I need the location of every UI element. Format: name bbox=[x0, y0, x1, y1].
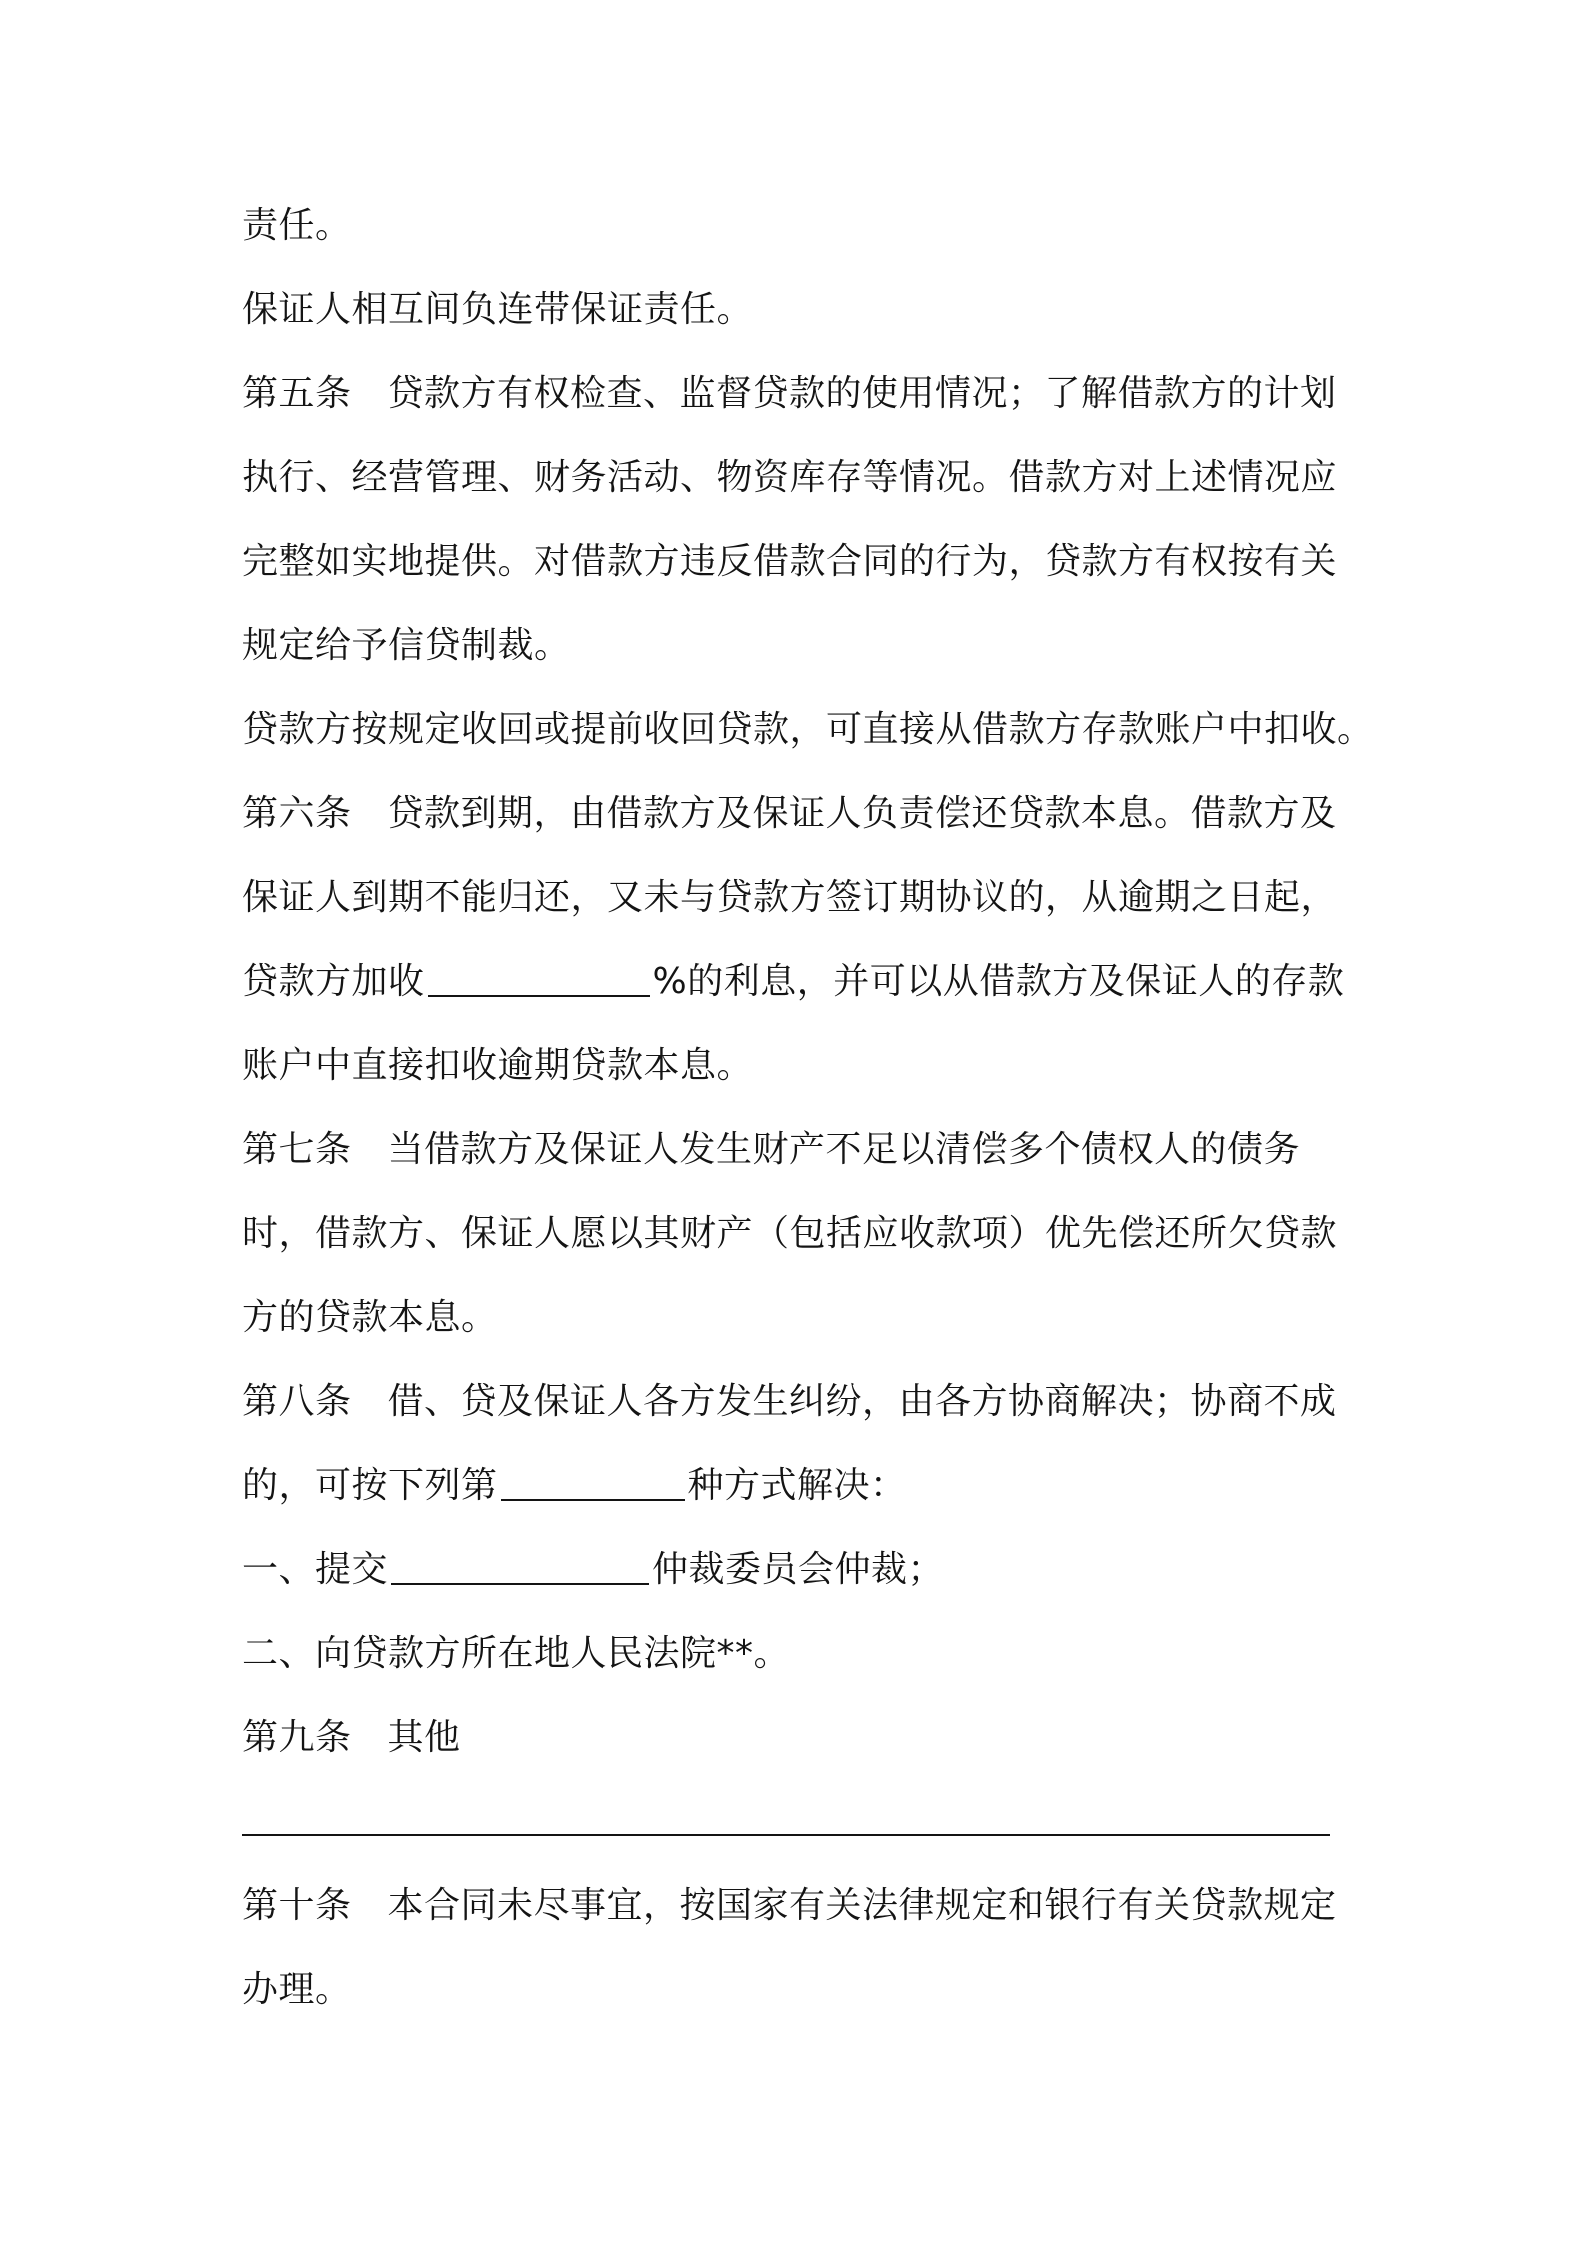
text-line bbox=[242, 204, 352, 248]
text-line bbox=[242, 540, 1337, 584]
line-text: 本合同未尽事宜，按国家有关法律规定和银行有关贷款规定 bbox=[387, 1885, 1337, 1926]
line-text: 办理。 bbox=[242, 1969, 352, 2010]
article-8-number: 第八条 bbox=[242, 1381, 352, 1422]
text-line bbox=[242, 1296, 498, 1340]
article-6-line bbox=[242, 792, 1337, 836]
line-text: 借、贷及保证人各方发生纠纷，由各方协商解决；协商不成 bbox=[387, 1381, 1337, 1422]
text-line bbox=[242, 456, 1337, 500]
interest-rate-blank bbox=[428, 961, 650, 997]
text-line bbox=[242, 1968, 352, 2012]
text-line bbox=[242, 1548, 944, 1592]
article-9-number: 第九条 bbox=[242, 1717, 352, 1758]
line-text: 贷款到期，由借款方及保证人负责偿还贷款本息。借款方及 bbox=[387, 793, 1337, 834]
line-text: 二、向贷款方所在地人民法院**。 bbox=[242, 1633, 791, 1674]
line-text: 贷款方有权检查、监督贷款的使用情况；了解借款方的计划 bbox=[387, 373, 1337, 414]
line-text: 规定给予信贷制裁。 bbox=[242, 625, 571, 666]
article-10-line bbox=[242, 1884, 1337, 1928]
text-line bbox=[242, 1212, 1337, 1256]
article-5-number: 第五条 bbox=[242, 373, 352, 414]
article-8-line bbox=[242, 1380, 1337, 1424]
line-text: 保证人相互间负连带保证责任。 bbox=[242, 289, 754, 330]
text-line bbox=[242, 876, 1337, 920]
article-6-number: 第六条 bbox=[242, 793, 352, 834]
line-text: 时，借款方、保证人愿以其财产（包括应收款项）优先偿还所欠贷款 bbox=[242, 1213, 1338, 1254]
text-line bbox=[242, 1632, 790, 1676]
arbitration-committee-blank bbox=[391, 1549, 649, 1585]
line-text: %的利息，并可以从借款方及保证人的存款 bbox=[652, 961, 1345, 1002]
text-line bbox=[242, 708, 1374, 752]
line-text: 一、提交 bbox=[242, 1549, 389, 1590]
article-7-number: 第七条 bbox=[242, 1129, 352, 1170]
text-line bbox=[242, 1044, 753, 1088]
line-text: 贷款方加收 bbox=[242, 961, 425, 1002]
line-text: 执行、经营管理、财务活动、物资库存等情况。借款方对上述情况应 bbox=[242, 457, 1338, 498]
text-line bbox=[242, 960, 1344, 1004]
line-text: 其他 bbox=[387, 1717, 461, 1758]
line-text: 完整如实地提供。对借款方违反借款合同的行为，贷款方有权按有关 bbox=[242, 541, 1338, 582]
article-9-line bbox=[242, 1716, 461, 1760]
line-text: 责任。 bbox=[242, 205, 352, 246]
line-text: 当借款方及保证人发生财产不足以清偿多个债权人的债务 bbox=[387, 1129, 1301, 1170]
text-line bbox=[242, 288, 753, 332]
line-text: 仲裁委员会仲裁； bbox=[652, 1549, 945, 1590]
article-5-line bbox=[242, 372, 1337, 416]
article-7-line bbox=[242, 1128, 1300, 1172]
text-line bbox=[242, 624, 571, 668]
line-text: 贷款方按规定收回或提前收回贷款，可直接从借款方存款账户中扣收。 bbox=[242, 709, 1374, 750]
line-text: 账户中直接扣收逾期贷款本息。 bbox=[242, 1045, 754, 1086]
line-text: 方的贷款本息。 bbox=[242, 1297, 498, 1338]
line-text: 的，可按下列第 bbox=[242, 1465, 498, 1506]
other-terms-blank-line bbox=[242, 1834, 1330, 1836]
line-text: 保证人到期不能归还，又未与贷款方签订期协议的，从逾期之日起， bbox=[242, 877, 1338, 918]
article-10-number: 第十条 bbox=[242, 1885, 352, 1926]
method-number-blank bbox=[501, 1465, 685, 1501]
line-text: 种方式解决： bbox=[687, 1465, 907, 1506]
text-line bbox=[242, 1464, 907, 1508]
